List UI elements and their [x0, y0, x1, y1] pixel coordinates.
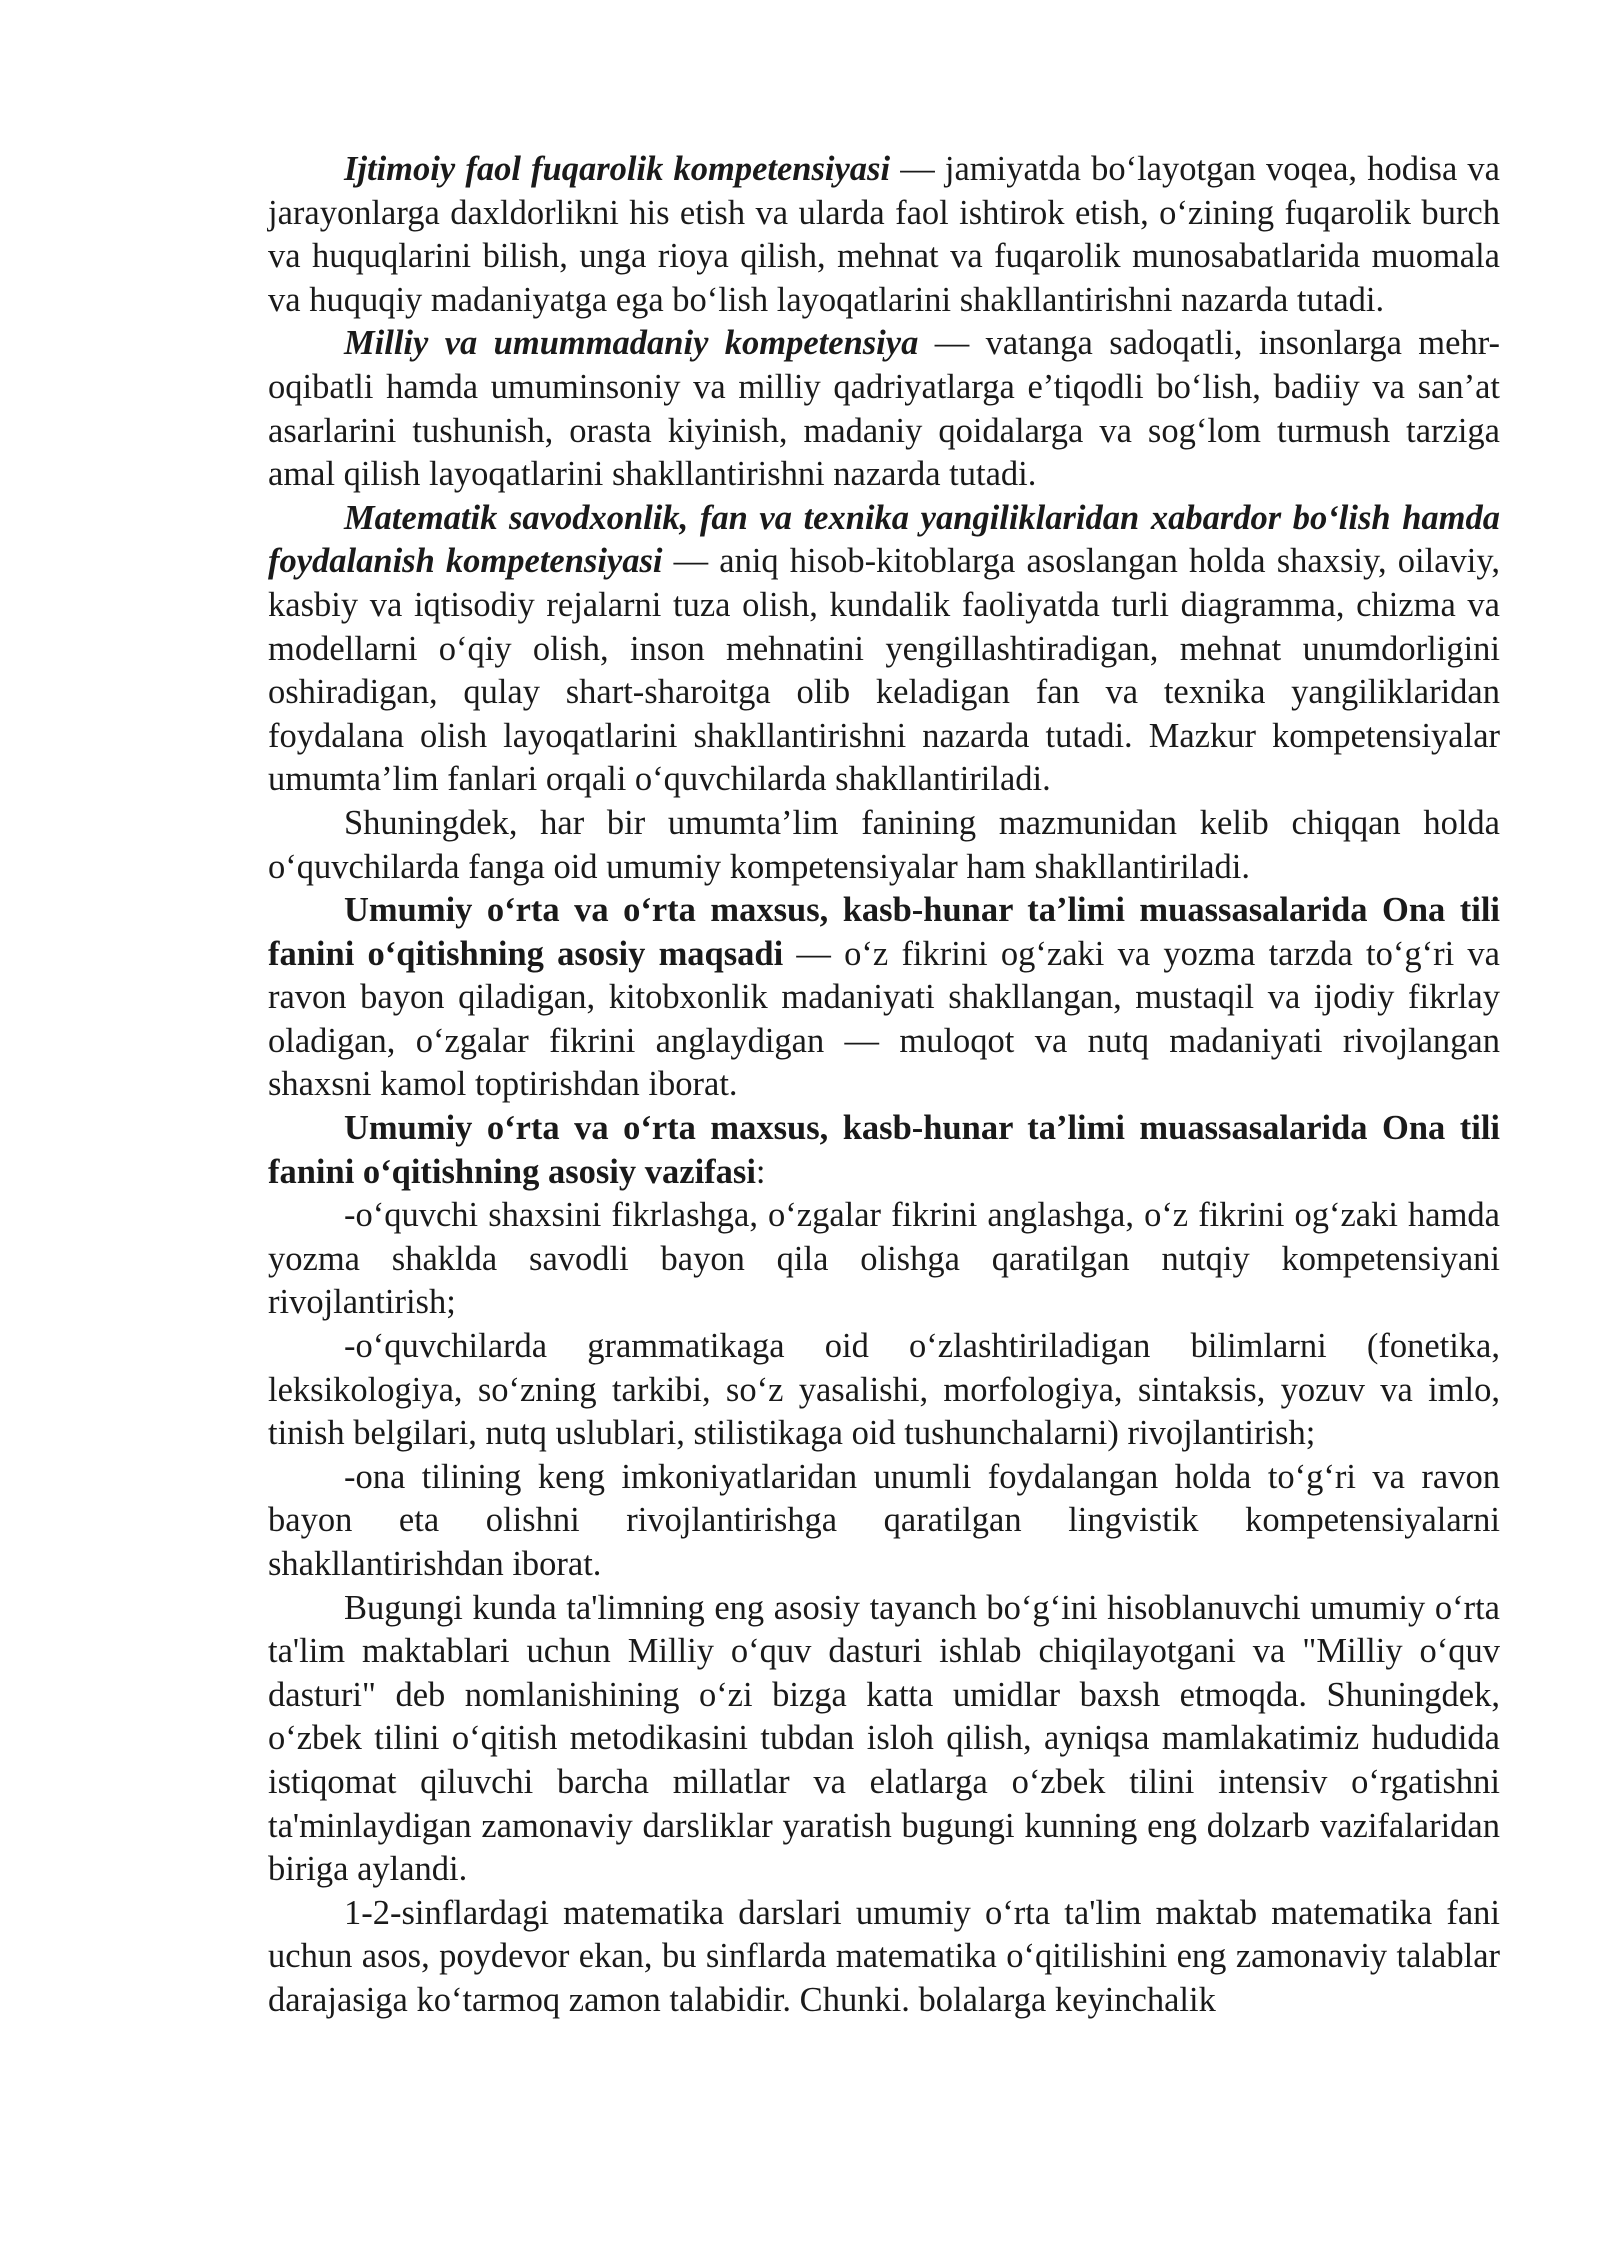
heading-main-task: Umumiy o‘rta va o‘rta maxsus, kasb-hunar ta’limi muassasalarida Ona tili fanini o‘qitishning asosiy vazifasi [268, 1109, 1500, 1191]
paragraph-text: -o‘quvchilarda grammatikaga oid o‘zlashtiriladigan bilimlarni (fonetika, leksikologiya, so‘zning tarkibi, so‘z yasalishi, morfologiya, sintaksis, yozuv va imlo, tinish belgilari, nutq uslublari, stilistikaga oid tushunchalarni) rivojlantirish; [268, 1327, 1500, 1453]
paragraph-national-culture-competence [268, 322, 1500, 496]
paragraph-civic-competence [268, 148, 1500, 322]
list-item-grammar-knowledge [268, 1325, 1500, 1456]
paragraph-text: : [755, 1152, 766, 1191]
paragraph-main-task [268, 1107, 1500, 1194]
paragraph-math-lessons [268, 1892, 1500, 2023]
term-civic-competence: Ijtimoiy faol fuqarolik kompetensiyasi [344, 150, 891, 188]
paragraph-subject-competencies [268, 802, 1500, 889]
list-item-speech-competence [268, 1194, 1500, 1325]
list-item-linguistic-competence [268, 1456, 1500, 1587]
paragraph-text: — jamiyatda bo‘layotgan voqea, hodisa va jarayonlarga daxldorlikni his etish va ularda faol ishtirok etish, o‘zining fuqarolik burch va huquqlarini bilish, unga rioya qilish, mehnat va fuqarolik munosabatlarida muomala va huquqiy madaniyatga ega bo‘lish layoqatlarini shakllantirishni nazarda tutadi. [268, 150, 1500, 319]
document-page [268, 148, 1500, 2023]
paragraph-national-curriculum [268, 1587, 1500, 1892]
paragraph-text: Shuningdek, har bir umumta’lim fanining mazmunidan kelib chiqqan holda o‘quvchilarda fanga oid umumiy kompetensiyalar ham shakllantiriladi. [268, 803, 1500, 886]
paragraph-text: Bugungi kunda ta'limning eng asosiy tayanch bo‘g‘ini hisoblanuvchi umumiy o‘rta ta'lim maktablari uchun Milliy o‘quv dasturi ishlab chiqilayotgani va "Milliy o‘quv dasturi" deb nomlanishining o‘zi bizga katta umidlar baxsh etmoqda. Shuningdek, o‘zbek tilini o‘qitish metodikasini tubdan isloh qilish, ayniqsa mamlakatimiz hududida istiqomat qiluvchi barcha millatlar va elatlarga o‘zbek tilini intensiv o‘rgatishni ta'minlaydigan zamonaviy darsliklar yaratish bugungi kunning eng dolzarb vazifalaridan biriga aylandi. [268, 1588, 1500, 1889]
paragraph-text: -o‘quvchi shaxsini fikrlashga, o‘zgalar fikrini anglashga, o‘z fikrini og‘zaki hamda yozma shaklda savodli bayon qila olishga qaratilgan nutqiy kompetensiyani rivojlantirish; [268, 1196, 1500, 1322]
paragraph-text: -ona tilining keng imkoniyatlaridan unumli foydalangan holda to‘g‘ri va ravon bayon eta olishni rivojlantirishga qaratilgan lingvistik kompetensiyalarni shakllantirishdan iborat. [268, 1457, 1500, 1583]
heading-main-goal: Umumiy o‘rta va o‘rta maxsus, kasb-hunar ta’limi muassasalarida Ona tili fanini o‘qitishning asosiy maqsadi [268, 891, 1500, 973]
term-national-culture-competence: Milliy va umummadaniy kompetensiya [344, 324, 919, 363]
paragraph-math-literacy-competence [268, 497, 1500, 802]
paragraph-text: — aniq hisob-kitoblarga asoslangan holda shaxsiy, oilaviy, kasbiy va iqtisodiy rejalarni tuza olish, kundalik faoliyatda turli diagramma, chizma va modellarni o‘qiy olish, inson mehnatini yengillashtiradigan, mehnat unumdorligini oshiradigan, qulay shart-sharoitga olib keladigan fan va texnika yangiliklaridan foydalana olish layoqatlarini shakllantirishni nazarda tutadi. Mazkur kompetensiyalar umumta’lim fanlari orqali o‘quvchilarda shakllantiriladi. [268, 542, 1500, 799]
paragraph-main-goal [268, 889, 1500, 1107]
paragraph-text: — o‘z fikrini og‘zaki va yozma tarzda to‘g‘ri va ravon bayon qiladigan, kitobxonlik madaniyati shakllangan, mustaqil va ijodiy fikrlay oladigan, o‘zgalar fikrini anglaydigan — muloqot va nutq madaniyati rivojlangan shaxsni kamol toptirishdan iborat. [268, 934, 1500, 1104]
paragraph-text: — vatanga sadoqatli, insonlarga mehr-oqibatli hamda umuminsoniy va milliy qadriyatlarga e’tiqodli bo‘lish, badiiy va san’at asarlarini tushunish, orasta kiyinish, madaniy qoidalarga va sog‘lom turmush tarziga amal qilish layoqatlarini shakllantirishni nazarda tutadi. [268, 324, 1500, 494]
term-math-literacy-competence: Matematik savodxonlik, fan va texnika yangiliklaridan xabardor bo‘lish hamda foydalanish kompetensiyasi [268, 498, 1500, 581]
paragraph-text: 1-2-sinflardagi matematika darslari umumiy o‘rta ta'lim maktab matematika fani uchun asos, poydevor ekan, bu sinflarda matematika o‘qitilishini eng zamonaviy talablar darajasiga ko‘tarmoq zamon talabidir. Chunki. bolalarga keyinchalik [268, 1893, 1500, 2019]
